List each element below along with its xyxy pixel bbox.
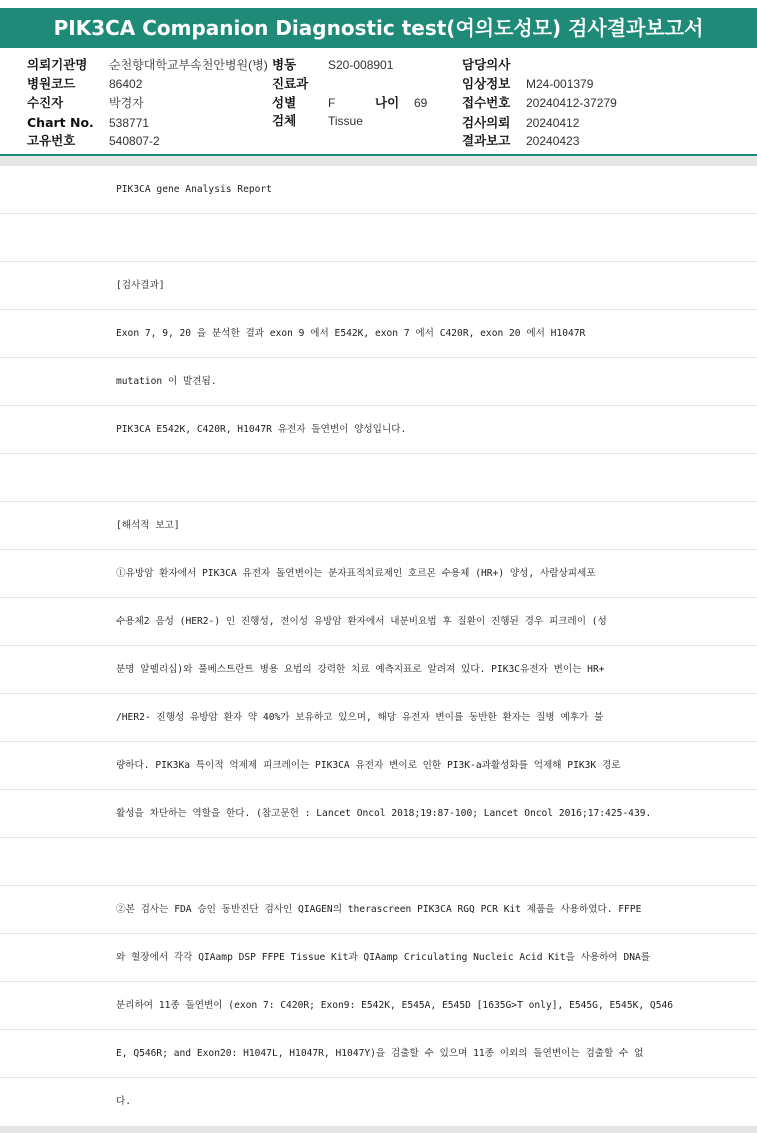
result-date-value: 20240423 [526,134,580,148]
report-line-text: /HER2- 진행성 유방암 환자 약 40%가 보유하고 있으며, 해당 유전자 변이를 동반한 환자는 질병 예후가 불 [116,712,604,723]
hospital-code-value: 86402 [109,77,143,91]
report-line-text: [해석적 보고] [116,520,180,531]
report-line [0,262,757,310]
report-line-text: [검사결과] [116,280,165,291]
header-divider [0,154,757,156]
report-line-text: 분리하여 11종 돌연변이 (exon 7: C420R; Exon9: E542K, E545A, E545D [1635G>T only], E545G, E545K, Q546 [116,1000,674,1011]
report-line [0,598,757,646]
institution-label: 의뢰기관명 [27,57,88,72]
report-line [0,502,757,550]
report-line-text: E, Q546R; and Exon20: H1047L, H1047R, H1047Y)을 검출할 수 있으며 11종 이외의 돌연변이는 검출할 수 없 [116,1048,644,1059]
report-line-text: 수용체2 음성 (HER2-) 인 진행성, 전이성 유방암 환자에서 내분비요법 후 질환이 진행된 경우 피크레이 (성 [116,616,607,627]
report-line-text: ②본 검사는 FDA 승인 동반진단 검사인 QIAGEN의 therascreen PIK3CA RGQ PCR Kit 제품을 사용하였다. FFPE [116,904,642,915]
chart-no-label: Chart No. [27,115,94,130]
report-line-text: Exon 7, 9, 20 을 분석한 결과 exon 9 에서 E542K, exon 7 에서 C420R, exon 20 에서 H1047R [116,328,586,339]
report-title: PIK3CA Companion Diagnostic test(여의도성모) 검사결과보고서 [0,8,757,48]
unique-no-label: 고유번호 [27,133,76,148]
patient-label: 수진자 [27,95,64,110]
report-line [0,838,757,886]
report-line [0,406,757,454]
sex-value: F [328,96,336,110]
receipt-no-label: 접수번호 [462,95,511,110]
report-line-text: mutation 이 발견됨. [116,376,217,387]
report-line [0,742,757,790]
report-line [0,454,757,502]
age-value: 69 [414,96,428,110]
chart-no-value: 538771 [109,116,150,130]
clinical-info-value: M24-001379 [526,77,594,91]
patient-info-panel [0,48,757,154]
report-line-text: PIK3CA gene Analysis Report [116,184,272,195]
report-line [0,982,757,1030]
result-date-label: 결과보고 [462,133,511,148]
patient-value: 박경자 [109,96,144,110]
report-line [0,550,757,598]
ward-value: S20-008901 [328,58,394,72]
hospital-code-label: 병원코드 [27,76,76,91]
age-label: 나이 [375,95,400,110]
top-strip [0,0,757,8]
report-line [0,886,757,934]
report-line-text: 분명 알펠리십)와 풀베스트란트 병용 요법의 강력한 치료 예측지표로 알려져 있다. PIK3C유전자 변이는 HR+ [116,664,605,675]
report-line-text: 량하다. PIK3Ka 특이적 억제제 피크레이는 PIK3CA 유전자 변이로 인한 PI3K-a과활성화를 억제해 PIK3K 경로 [116,760,621,771]
report-line [0,358,757,406]
report-line-text: PIK3CA E542K, C420R, H1047R 유전자 돌연변이 양성입니다. [116,424,407,435]
specimen-label: 검체 [272,113,297,128]
department-label: 진료과 [272,76,309,91]
report-line-text: 와 혈장에서 각각 QIAamp DSP FFPE Tissue Kit과 QIAamp Criculating Nucleic Acid Kit을 사용하여 DNA를 [116,952,651,963]
report-line [0,214,757,262]
specimen-value: Tissue [328,114,363,128]
receipt-no-value: 20240412-37279 [526,96,617,110]
report-line [0,166,757,214]
request-date-value: 20240412 [526,116,580,130]
report-line [0,1030,757,1078]
institution-value: 순천향대학교부속천안병원(병) [109,58,268,72]
ward-label: 병동 [272,57,297,72]
unique-no-value: 540807-2 [109,134,160,148]
report-line [0,646,757,694]
clinical-info-label: 임상정보 [462,76,511,91]
report-line-text: ①유방암 환자에서 PIK3CA 유전자 돌연변이는 분자표적치료제인 호르몬 수용체 (HR+) 양성, 사람상피세포 [116,568,596,579]
report-line [0,310,757,358]
report-line [0,790,757,838]
report-body [0,166,757,1126]
report-line [0,694,757,742]
request-date-label: 검사의뢰 [462,115,511,130]
report-line [0,1078,757,1126]
report-line-text: 다. [116,1096,132,1107]
report-line-text: 활성을 차단하는 역할을 한다. (참고문헌 : Lancet Oncol 2018;19:87-100; Lancet Oncol 2016;17:425-439. [116,808,652,819]
sex-label: 성별 [272,95,297,110]
doctor-label: 담당의사 [462,57,511,72]
report-line [0,934,757,982]
